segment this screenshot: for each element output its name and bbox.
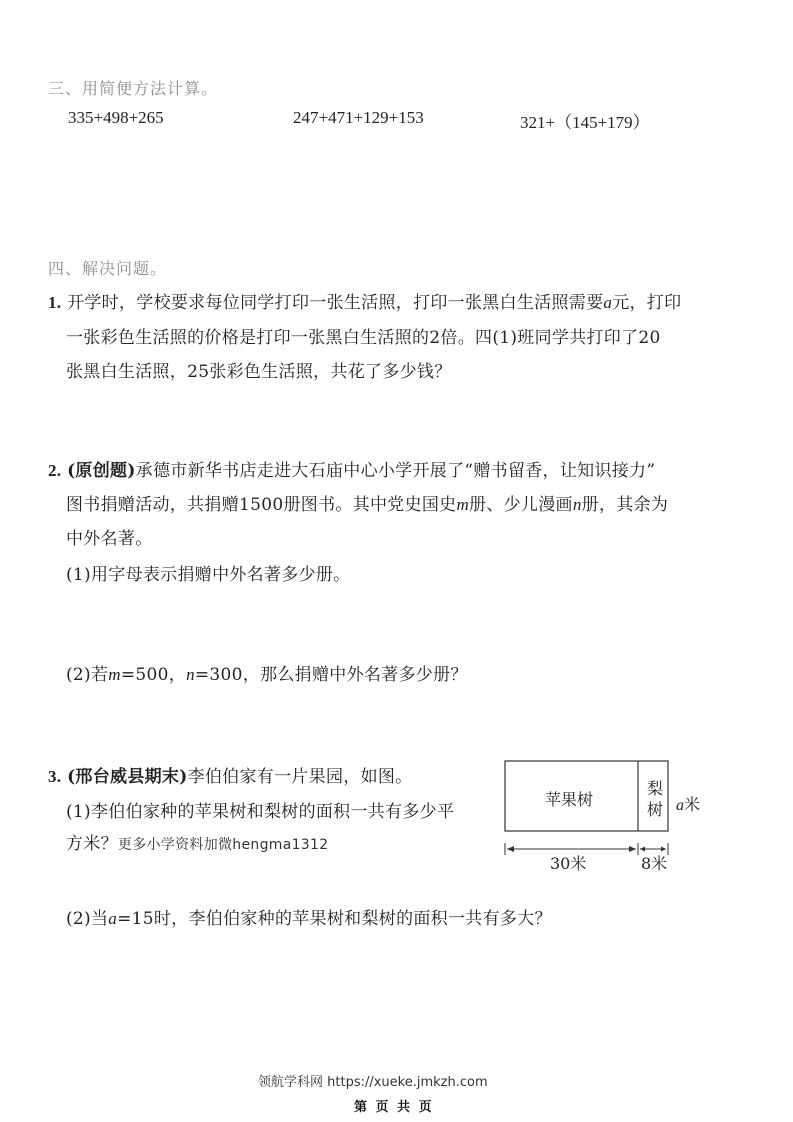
q1-number: 1. <box>48 293 62 312</box>
q3-tag: (邢台威县期末) <box>67 767 188 787</box>
q2-text-2a: 图书捐赠活动，共捐赠1500册图书。其中党史国史 <box>66 495 457 515</box>
q3-sub-2b: =15时，李伯伯家种的苹果树和梨树的面积一共有多大？ <box>117 909 552 929</box>
q1-text-1-end: 元，打印 <box>612 293 682 313</box>
q1-text-1: 开学时，学校要求每位同学打印一张生活照，打印一张黑白生活照需要 <box>67 293 604 313</box>
pear-tree-label-top: 梨 <box>647 779 664 798</box>
q2-var-m: m <box>456 495 470 514</box>
q2-sub-2 <box>66 660 468 685</box>
width-apple-label: 30米 <box>550 854 587 873</box>
arrow-apple-left <box>507 846 514 852</box>
q2-sub-2-m: m <box>108 665 121 684</box>
q2-sub-1: (1)用字母表示捐赠中外名著多少册。 <box>66 565 351 585</box>
q2-number: 2. <box>48 461 62 480</box>
q2-text-2b: 册、少儿漫画 <box>469 495 573 515</box>
q3-sub-1-text-2: 方米？ <box>66 834 118 854</box>
section-4-heading: 四、解决问题。 <box>48 259 168 278</box>
section-3-heading: 三、用简便方法计算。 <box>48 79 219 98</box>
q3-sub-2a: (2)当 <box>66 909 109 929</box>
q3-text-1: 李伯伯家有一片果园，如图。 <box>187 767 413 787</box>
q2-line-1 <box>48 456 655 481</box>
pear-tree-label-bottom: 树 <box>647 800 664 819</box>
q2-var-n: n <box>572 495 582 514</box>
q1-line-2: 一张彩色生活照的价格是打印一张黑白生活照的2倍。四(1)班同学共打印了20 <box>66 328 661 348</box>
width-pear-label: 8米 <box>641 854 668 873</box>
arrow-apple-right <box>629 846 636 852</box>
height-var: a <box>676 797 684 814</box>
q2-line-3: 中外名著。 <box>66 529 153 549</box>
orchard-diagram <box>495 755 725 875</box>
expression-2: 247+471+129+153 <box>293 108 424 127</box>
q3-sub-1-line-1: (1)李伯伯家种的苹果树和梨树的面积一共有多少平 <box>66 802 455 822</box>
q1-line-3: 张黑白生活照，25张彩色生活照，共花了多少钱？ <box>66 362 452 382</box>
q2-line-2 <box>66 490 668 515</box>
q2-sub-2c: =300，那么捐赠中外名著多少册？ <box>194 665 468 685</box>
q1-var-a: a <box>603 293 613 312</box>
height-label <box>676 792 700 815</box>
expression-3: 321+（145+179） <box>520 113 650 132</box>
footer-source: 领航学科网 https://xueke.jmkzh.com <box>258 1075 488 1090</box>
q2-sub-2b: =500， <box>120 665 187 685</box>
height-unit: 米 <box>684 795 701 814</box>
q2-sub-2-n: n <box>186 665 195 684</box>
expression-1: 335+498+265 <box>68 108 164 127</box>
q2-sub-2a: (2)若 <box>66 665 109 685</box>
q3-sub-2-var: a <box>108 909 118 928</box>
apple-tree-label: 苹果树 <box>545 790 594 809</box>
q2-tag: (原创题) <box>67 461 136 481</box>
q3-sub-1-line-2 <box>66 829 328 854</box>
footer-page-number: 第 页 共 页 <box>354 1100 434 1115</box>
q3-line-1 <box>48 762 412 787</box>
q2-text-1: 承德市新华书店走进大石庙中心小学开展了“赠书留香，让知识接力” <box>135 461 656 481</box>
q2-text-2c: 册，其余为 <box>581 495 669 515</box>
q3-sub-2 <box>66 904 552 929</box>
watermark-text: 更多小学资料加微hengma1312 <box>117 837 329 853</box>
q1-line-1 <box>48 288 681 313</box>
q3-number: 3. <box>48 767 62 786</box>
